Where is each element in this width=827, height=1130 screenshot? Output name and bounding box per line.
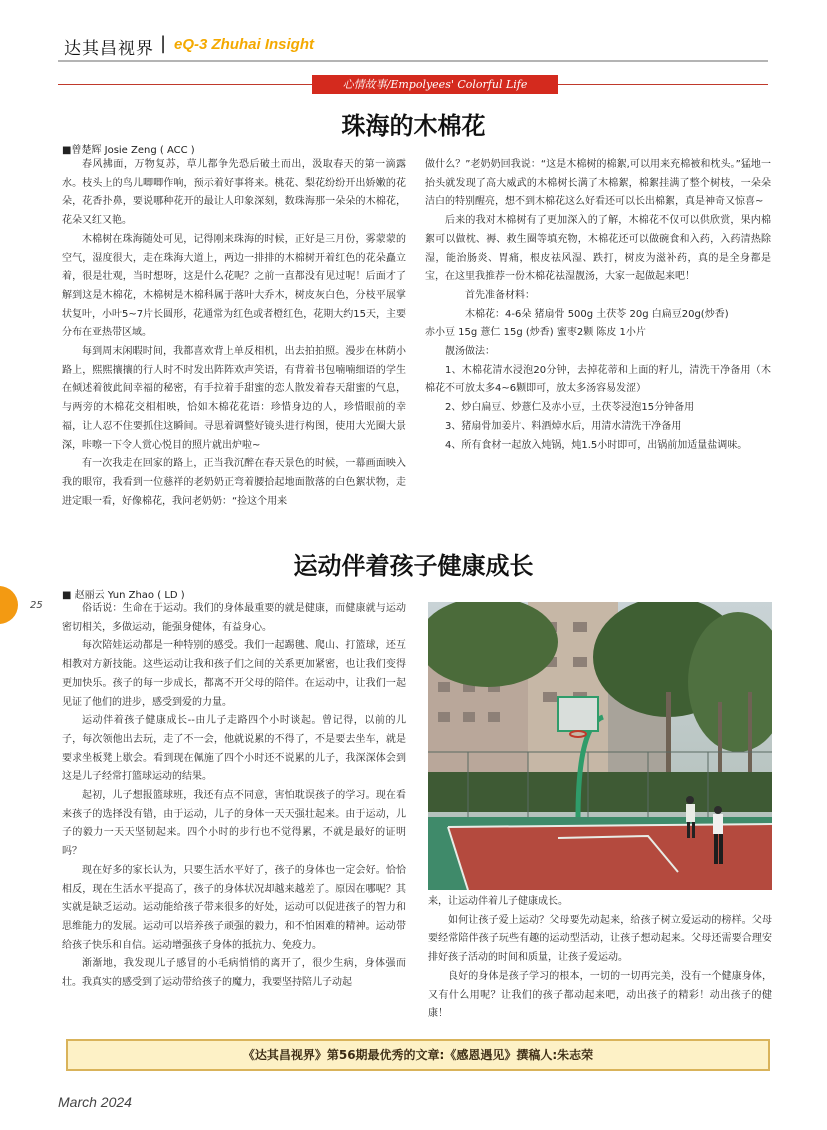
header-separator: |: [160, 33, 167, 54]
recipe-step: 4、所有食材一起放入炖锅，炖1.5小时即可，出锅前加适量盐调味。: [445, 439, 748, 451]
recipe-step: 1、木棉花清水浸泡20分钟，去掉花蒂和上面的籽儿，清洗干净备用（木棉花不可放太多4~6颗即可，放太多汤容易发涩）: [425, 364, 771, 395]
recipe-step: 3、猪扇骨加姜片、料酒焯水后，用清水清洗干净备用: [445, 420, 682, 432]
magazine-title-cn: 达其昌视界: [64, 39, 154, 59]
article1-paragraph: 有一次我走在回家的路上，正当我沉醉在春天景色的时候，一幕画面映入我的眼帘，我看到一位慈祥的老奶奶正弯着腰拾起地面散落的白色絮状物，走进定眼一看，好像棉花，我问老奶奶：“捡这个用来: [62, 458, 406, 507]
recipe-step: 2、炒白扁豆、炒薏仁及赤小豆，土茯苓浸泡15分钟备用: [445, 402, 695, 414]
article1-paragraph: 木棉树在珠海随处可见，记得刚来珠海的时候，正好是三月份，雾蒙蒙的空气，湿度很大，走在珠海大道上，两边一排排的木棉树开着红色的花朵矗立着，很是壮观，当时想呀，这是什么花呢？之前一直都没有见过呢！后面才了解到这是木棉花，木棉树是木棉科属于落叶大乔木，树皮灰白色，分枝平展掌状复叶，小叶5~7片长圆形，花通常为红色或者橙红色，花期大约15天，主要分布在亚热带区域。: [62, 233, 406, 339]
article2-paragraph: 每次陪娃运动都是一种特别的感受。我们一起踢毽、爬山、打篮球，还互相教对方新技能。这些运动让我和孩子们之间的关系更加紧密，也让我们变得更加快乐。孩子的每一步成长，都离不开父母的陪伴。在运动中，让我们一起见证了他们的进步，感受到爱的力量。: [62, 640, 406, 708]
recipe-ingredients: 赤小豆 15g 薏仁 15g (炒香) 蜜枣2颗 陈皮 1小片: [425, 327, 646, 339]
recipe-heading: 首先准备材料：: [465, 289, 535, 301]
issue-date: March 2024: [58, 1094, 132, 1110]
magazine-title-en: eQ-3 Zhuhai Insight: [174, 36, 315, 53]
best-article-banner-text: 《达其昌视界》第56期最优秀的文章:《感恩遇见》撰稿人:朱志荣: [242, 1048, 594, 1062]
section-banner: 心情故事/Empolyees' Colorful Life: [312, 75, 558, 94]
article1-paragraph: 做什么？”老奶奶回我说：“这是木棉树的棉絮,可以用来充棉被和枕头。”猛地一抬头就发现了高大威武的木棉树长满了木棉絮，棉絮挂满了整个树枝，一朵朵洁白的特别醒亮，想不到木棉花这么好看还可以长出棉絮，真是神奇又惊喜~: [425, 159, 771, 208]
article2-paragraph: 来，让运动伴着儿子健康成长。: [428, 896, 568, 907]
page-tab: [0, 586, 18, 624]
article2-right-column: [428, 893, 772, 1024]
article1-title: 珠海的木棉花: [341, 111, 486, 140]
article2-title: 运动伴着孩子健康成长: [293, 551, 534, 580]
page-number: 25: [30, 600, 43, 611]
article2-paragraph: 运动伴着孩子健康成长--由儿子走路四个小时谈起。曾记得，以前的儿子，每次领他出去玩，走了不一会，他就说累的不得了，不是要去坐车，就是要求坐板凳上歇会。看到现在佩施了四个小时还不说累的儿子，我深深体会到这是儿子经常打篮球运动的结果。: [62, 715, 406, 783]
article1-left-column: [62, 156, 406, 511]
article1-paragraph: 每到周末闲暇时间，我都喜欢背上单反相机，出去拍拍照。漫步在林荫小路上，熙熙攘攘的行人时不时发出阵阵欢声笑语，有背着书包喃喃细语的学生在倾述着彼此间幸福的秘密，有手拉着手甜蜜的恋人散发着春天甜蜜的气息，与两旁的木棉花交相相映，恰如木棉花花语：珍惜身边的人，珍惜眼前的幸福，让人忍不住要抓住这瞬间。寻思着调整好镜头进行构图，使用大光圈大景深，咔嚓一下令人赏心悦目的照片就出炉啦~: [62, 346, 406, 451]
recipe-ingredients: 木棉花：4-6朵 猪扇骨 500g 土茯苓 20g 白扁豆20g(炒香): [465, 308, 729, 320]
article1-paragraph: 春风拂面，万物复苏，草儿都争先恐后破土而出，汲取春天的第一滴露水。枝头上的鸟儿唧唧作响，预示着好事将来。桃花、梨花纷纷开出娇嫩的花朵，花香扑鼻，要说哪种花开的最让人印象深刻，数珠海那一朵朵的木棉花，花朵又红又艳。: [62, 159, 406, 227]
recipe-steps-heading: 靓汤做法：: [445, 346, 495, 358]
article2-paragraph: 渐渐地，我发现儿子感冒的小毛病悄悄的离开了，很少生病，身体强而壮。我真实的感受到了运动带给孩子的魔力，我要坚持陪儿子动起: [62, 958, 406, 989]
article1-author: ■曾楚辉 Josie Zeng ( ACC ): [62, 145, 195, 156]
article2-paragraph: 良好的身体是孩子学习的根本，一切的一切再完美，没有一个健康身体，又有什么用呢？让我们的孩子都动起来吧，动出孩子的精彩！动出孩子的健康！: [428, 970, 772, 1020]
article2-paragraph: 如何让孩子爱上运动？父母要先动起来，给孩子树立爱运动的榜样。父母要经常陪伴孩子玩些有趣的运动型活动，让孩子想动起来。父母还需要合理安排好孩子活动的时间和质量，让孩子爱运动。: [428, 914, 772, 964]
article2-paragraph: 起初，儿子想报篮球班，我还有点不同意，害怕耽误孩子的学习。现在看来孩子的选择没有错，由于运动，儿子的身体一天天强壮起来。由于运动，儿子的毅力一天天坚韧起来。四个小时的步行也不觉得累，不就是最好的证明吗？: [62, 790, 406, 858]
article1-right-column: [425, 156, 771, 455]
article2-author: ■ 赵丽云 Yun Zhao ( LD ): [62, 590, 185, 601]
article1-paragraph: 后来的我对木棉树有了更加深入的了解，木棉花不仅可以供欣赏，果内棉絮可以做枕、褥、救生圈等填充物，木棉花还可以做碗食和入药，入药清热除湿，能治肠炎、胃痛，根皮祛风湿、跌打，树皮为滋补药，真的是全身都是宝，在这里我推荐一份木棉花祛湿靓汤，大家一起做起来吧！: [425, 215, 771, 283]
article2-paragraph: 现在好多的家长认为，只要生活水平好了，孩子的身体也一定会好。恰恰相反，现在生活水平提高了，孩子的身体状况却越来越差了。原因在哪呢？其实就是缺乏运动。运动能给孩子带来很多的好处，运动可以促进孩子的智力和思维能力的发展。运动可以培养孩子顽强的毅力，和不怕困难的精神。运动带给孩子快乐和自信。运动增强孩子身体的抵抗力、免疫力。: [62, 864, 406, 951]
basketball-court-photo: [428, 602, 772, 890]
article2-paragraph: 俗话说：生命在于运动。我们的身体最重要的就是健康，而健康就与运动密切相关，多做运动，能强身健体，有益身心。: [62, 603, 406, 633]
article2-left-column: [62, 600, 406, 993]
header-rule: [58, 60, 768, 62]
